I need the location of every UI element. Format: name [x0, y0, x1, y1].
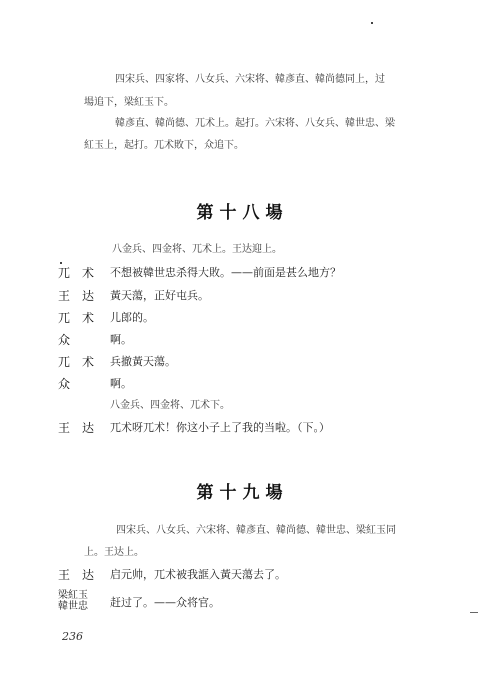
speaker-label: 兀术 — [58, 355, 107, 369]
dialogue-line: 啊。 — [110, 377, 132, 390]
scene-heading: 第十八場 — [196, 203, 289, 223]
stage-direction: 八金兵、四金将、兀术下。 — [110, 400, 230, 411]
stage-direction: 四宋兵、四家将、八女兵、六宋将、韓彥直、韓尚德同上，过 — [115, 74, 385, 85]
scene-heading: 第十九場 — [196, 483, 289, 503]
speaker-label-stacked — [58, 590, 88, 612]
speaker-label: 兀术 — [58, 266, 107, 280]
speaker-name: 梁紅玉 — [58, 590, 88, 601]
speaker-label: 众 — [58, 333, 83, 347]
dialogue-line: 不想被韓世忠杀得大敗。——前面是甚么地方？ — [110, 266, 341, 279]
ink-speck — [60, 262, 62, 264]
dialogue-line: 黃天蕩，正好屯兵。 — [110, 289, 209, 302]
ink-speck — [371, 22, 373, 24]
dialogue-line: 兵撤黃天蕩。 — [110, 355, 176, 368]
dialogue-line: 赶过了。——众将官。 — [110, 596, 220, 609]
stage-direction: 韓彥直、韓尚德、兀术上。起打。六宋将、八女兵、韓世忠、梁 — [115, 118, 395, 129]
stage-direction: 四宋兵、八女兵、六宋将、韓彥直、韓尚德、韓世忠、梁紅玉同 — [116, 525, 396, 536]
speaker-label: 王达 — [58, 568, 107, 582]
speaker-label: 兀术 — [58, 311, 107, 325]
speaker-label: 王达 — [58, 289, 107, 303]
stage-direction: 上。王达上。 — [84, 547, 144, 558]
page-number: 236 — [62, 630, 83, 643]
dialogue-line: 启元帅，兀术被我誆入黃天蕩去了。 — [110, 568, 286, 581]
dialogue-line: 儿郎的。 — [110, 311, 154, 324]
stage-direction: 八金兵、四金将、兀术上。王达迎上。 — [112, 244, 282, 255]
speaker-label: 众 — [58, 377, 83, 391]
stage-direction: 紅玉上，起打。兀术敗下，众追下。 — [84, 140, 244, 151]
speaker-name: 韓世忠 — [58, 601, 88, 612]
margin-mark — [470, 612, 478, 613]
dialogue-line: 啊。 — [110, 333, 132, 346]
speaker-label: 王达 — [58, 421, 107, 435]
stage-direction: 場追下，梁紅玉下。 — [84, 97, 174, 108]
dialogue-line: 兀术呀兀术！你这小子上了我的当啦。（下。） — [110, 421, 330, 434]
